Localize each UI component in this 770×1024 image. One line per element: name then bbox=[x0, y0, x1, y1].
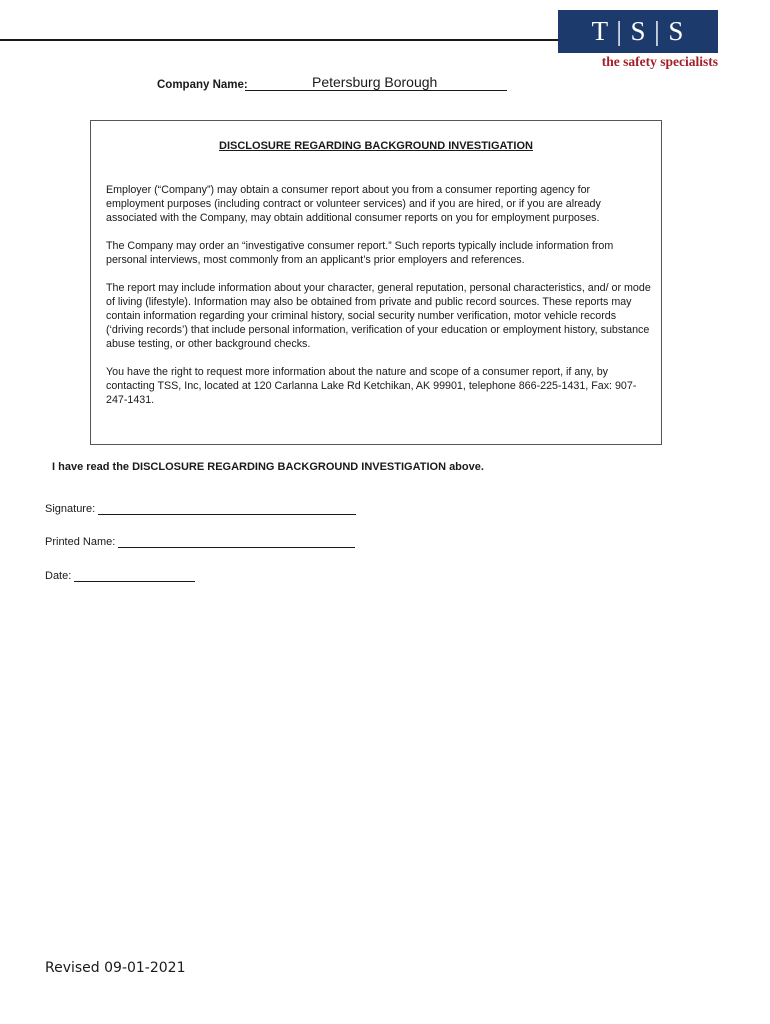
company-name-label: Company Name: bbox=[157, 79, 248, 91]
date-line[interactable] bbox=[74, 571, 195, 582]
disclosure-box bbox=[90, 120, 662, 445]
printed-name-field[interactable] bbox=[45, 536, 355, 548]
signature-field[interactable] bbox=[45, 503, 356, 515]
company-name-underline bbox=[245, 90, 507, 91]
logo-tagline: the safety specialists bbox=[601, 54, 718, 69]
signature-label: Signature: bbox=[45, 503, 96, 515]
disclosure-title: DISCLOSURE REGARDING BACKGROUND INVESTIGATION bbox=[219, 140, 533, 152]
disclosure-paragraph: The Company may order an “investigative consumer report.” Such reports typically include information from personal interviews, most commonly from an applicant’s prior employers and references. bbox=[106, 240, 614, 266]
company-name-field bbox=[157, 74, 517, 96]
header-rule bbox=[0, 39, 560, 41]
acknowledgement-statement: I have read the DISCLOSURE REGARDING BACKGROUND INVESTIGATION above. bbox=[52, 461, 484, 473]
disclosure-paragraph: Employer (“Company”) may obtain a consumer report about you from a consumer reporting agency for employment purposes (including contract or volunteer services) and if you are hired, or if you are already associated with the Company, may obtain additional consumer reports on you for employment purposes. bbox=[106, 184, 601, 224]
tss-logo bbox=[558, 10, 718, 53]
printed-name-label: Printed Name: bbox=[45, 536, 116, 548]
disclosure-paragraph: The report may include information about your character, general reputation, personal characteristics, and/ or mode of living (lifestyle). Information may also be obtained from private and public record sources. These reports may contain information regarding your criminal history, social security number verification, motor vehicle records (‘driving records’) that include personal information, verification of your education or employment history, substance abuse testing, or other background checks. bbox=[106, 282, 651, 350]
disclosure-paragraph: You have the right to request more information about the nature and scope of a consumer report, if any, by contacting TSS, Inc, located at 120 Carlanna Lake Rd Ketchikan, AK 99901, telephone 866-225-1431, Fax: 907-247-1431. bbox=[106, 366, 637, 406]
signature-line[interactable] bbox=[98, 504, 356, 515]
company-name-value[interactable]: Petersburg Borough bbox=[312, 74, 438, 90]
date-field[interactable] bbox=[45, 570, 195, 582]
revision-date: Revised 09-01-2021 bbox=[45, 960, 186, 976]
printed-name-line[interactable] bbox=[118, 537, 355, 548]
date-label: Date: bbox=[45, 570, 72, 582]
disclosure-body bbox=[106, 183, 651, 421]
logo-text: T | S | S bbox=[591, 16, 685, 46]
